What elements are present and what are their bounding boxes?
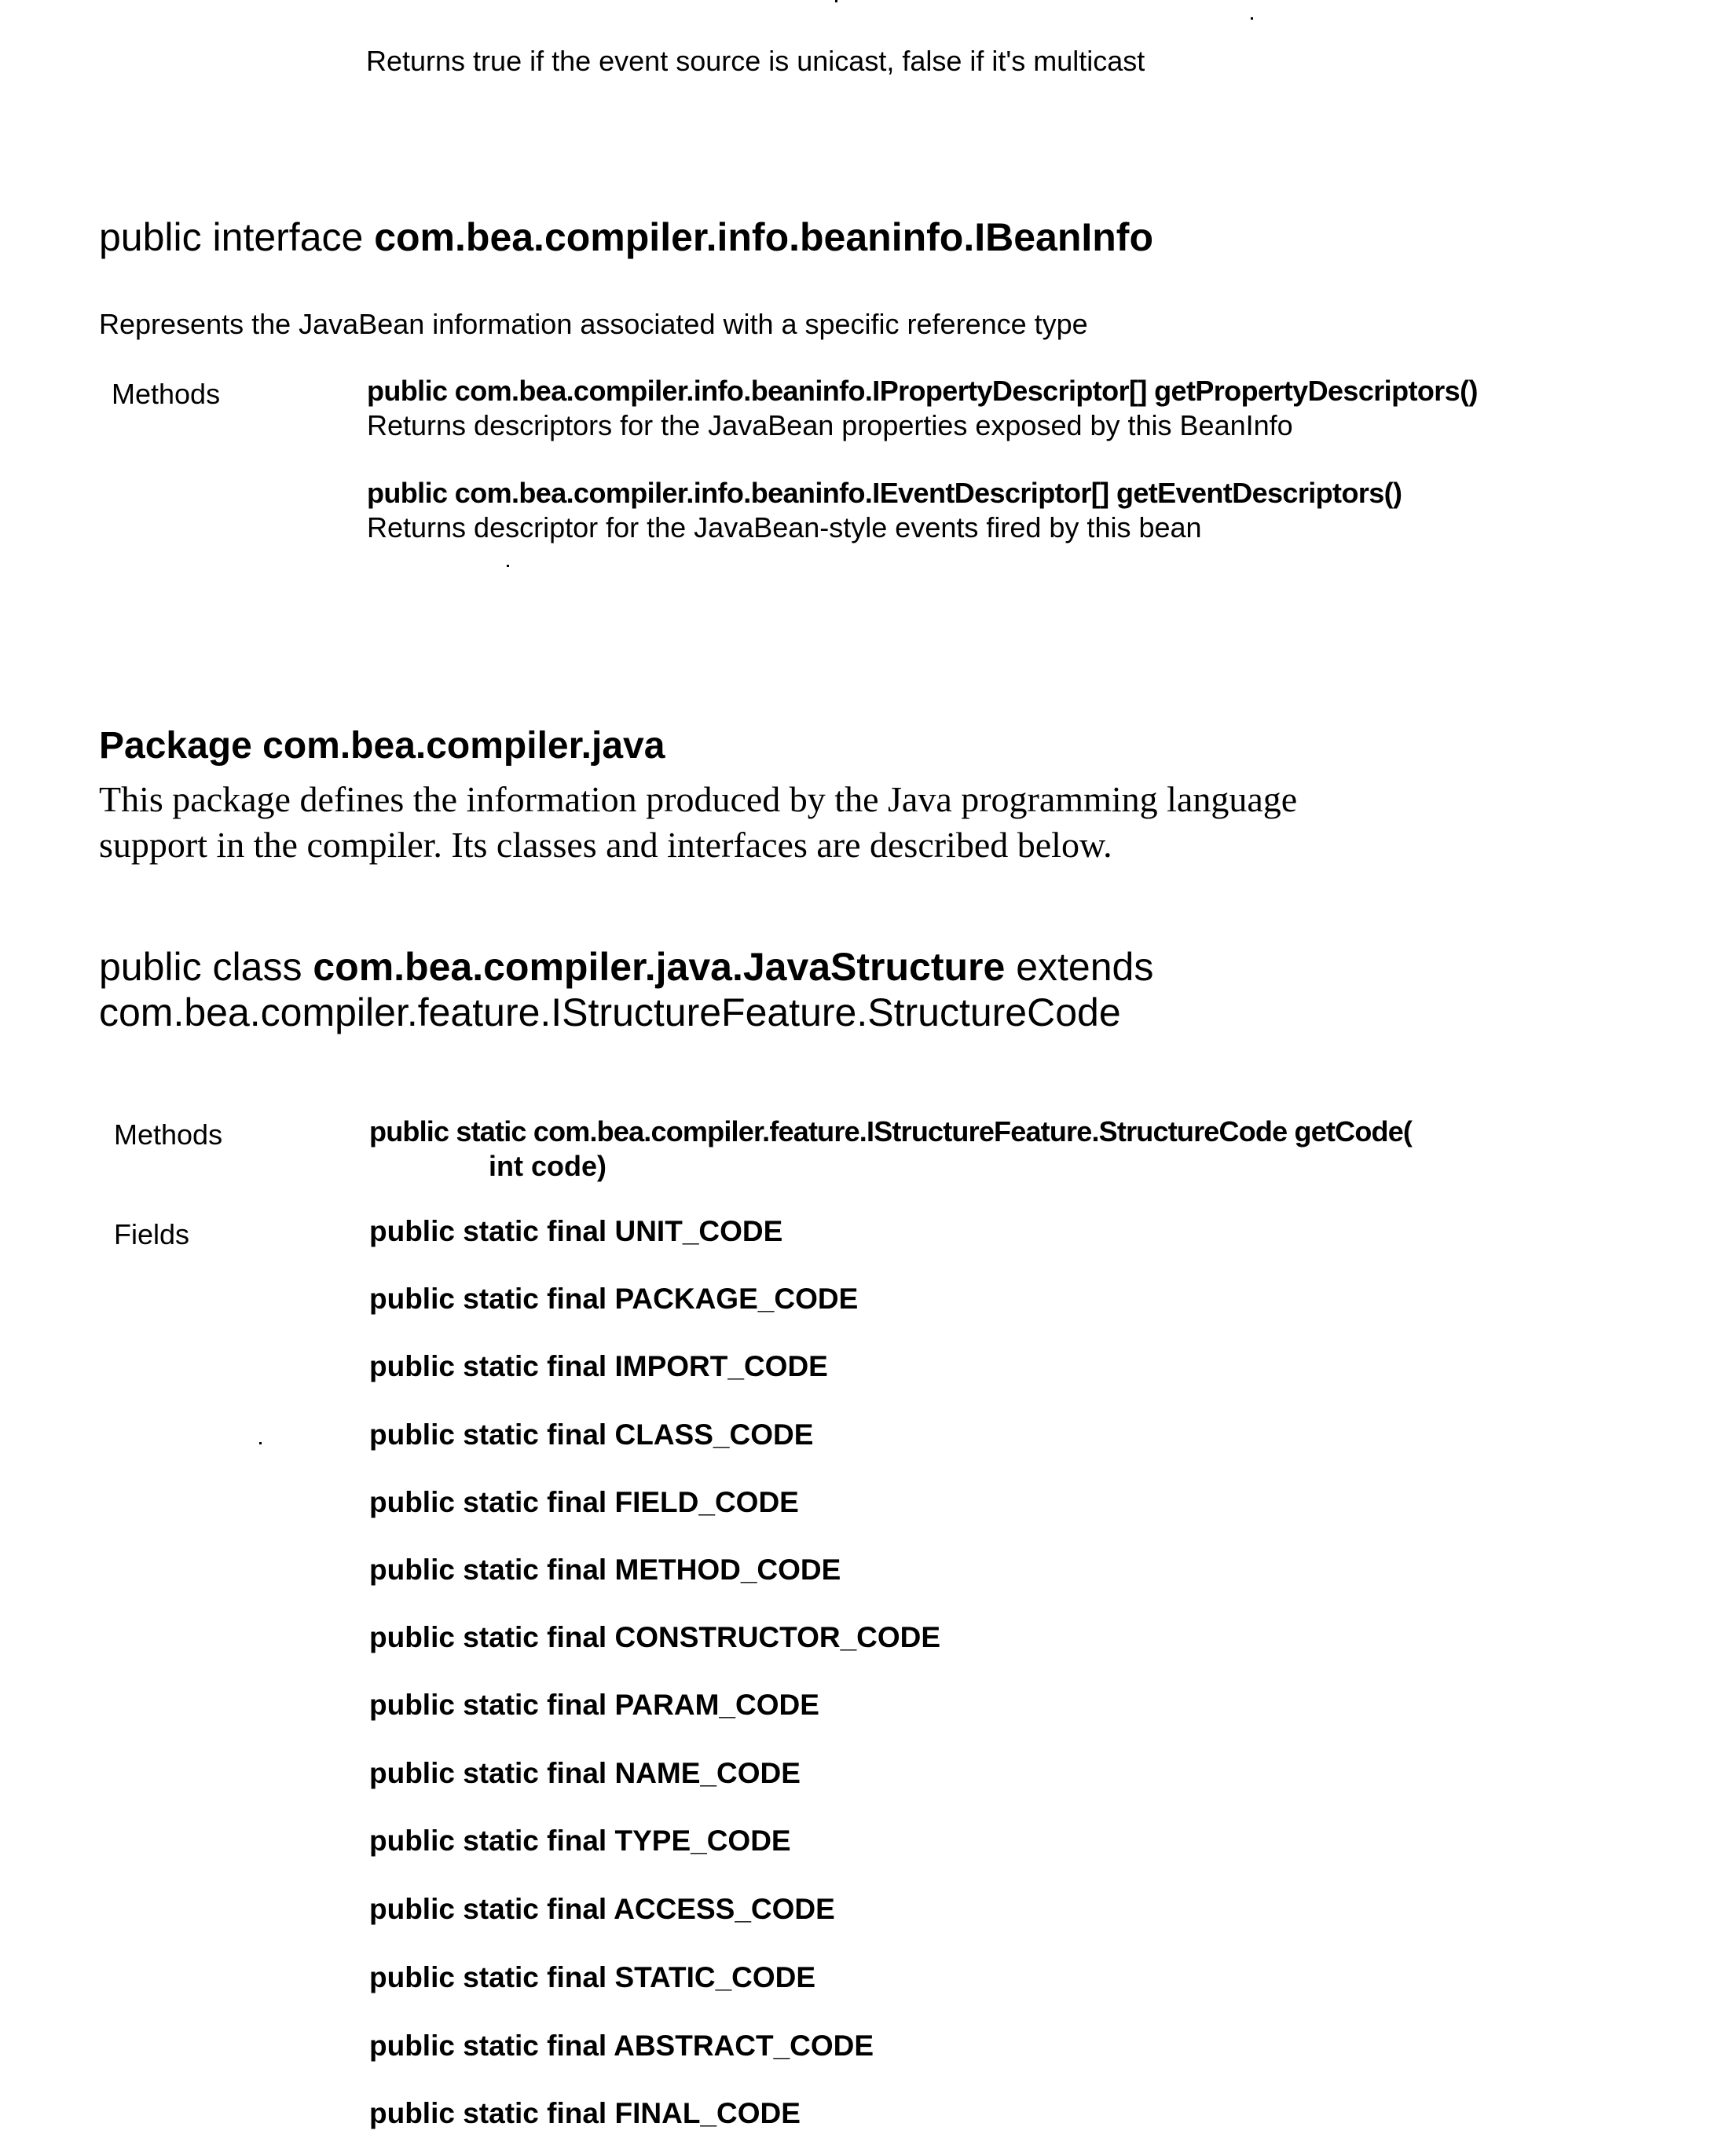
field-entry: public static final FIELD_CODE	[369, 1486, 799, 1518]
method-description: Returns descriptors for the JavaBean properties exposed by this BeanInfo	[367, 409, 1293, 441]
field-entry: public static final FINAL_CODE	[369, 2097, 801, 2129]
interface-title-prefix: public interface	[99, 215, 375, 259]
method-description: Returns descriptor for the JavaBean-style events fired by this bean	[367, 511, 1202, 544]
class-title	[99, 944, 1153, 990]
method-signature-continuation: int code)	[489, 1150, 606, 1182]
method-signature: public static com.bea.compiler.feature.IStructureFeature.StructureCode getCode(	[369, 1115, 1413, 1148]
interface-description: Represents the JavaBean information associated with a specific reference type	[99, 308, 1088, 340]
field-entry: public static final CLASS_CODE	[369, 1418, 814, 1451]
methods-label: Methods	[114, 1118, 223, 1151]
field-entry: public static final ABSTRACT_CODE	[369, 2030, 874, 2062]
field-entry: public static final ACCESS_CODE	[369, 1893, 835, 1925]
fields-label: Fields	[114, 1218, 190, 1250]
scan-speck	[1251, 17, 1253, 20]
interface-title	[99, 214, 1153, 261]
scan-speck	[507, 565, 509, 567]
methods-label: Methods	[112, 378, 221, 410]
class-title-name: com.bea.compiler.java.JavaStructure	[313, 945, 1006, 989]
field-entry: public static final PACKAGE_CODE	[369, 1283, 859, 1315]
field-entry: public static final PARAM_CODE	[369, 1689, 819, 1721]
class-title-prefix: public class	[99, 945, 313, 989]
class-title-suffix: extends	[1005, 945, 1154, 989]
method-signature: public com.bea.compiler.info.beaninfo.IEventDescriptor[] getEventDescriptors()	[367, 477, 1402, 509]
interface-title-name: com.bea.compiler.info.beaninfo.IBeanInfo	[374, 215, 1153, 259]
class-superclass: com.bea.compiler.feature.IStructureFeature.StructureCode	[99, 990, 1121, 1034]
field-entry: public static final TYPE_CODE	[369, 1825, 791, 1857]
package-description-line: This package defines the information produced by the Java programming language	[99, 779, 1298, 819]
field-entry: public static final IMPORT_CODE	[369, 1350, 828, 1382]
field-entry: public static final METHOD_CODE	[369, 1554, 841, 1586]
field-entry: public static final UNIT_CODE	[369, 1215, 783, 1247]
package-description-line: support in the compiler. Its classes and interfaces are described below.	[99, 825, 1112, 865]
field-entry: public static final CONSTRUCTOR_CODE	[369, 1621, 941, 1653]
scan-speck	[259, 1442, 262, 1444]
scan-speck	[835, 0, 837, 2]
package-title: Package com.bea.compiler.java	[99, 725, 665, 767]
previous-method-description: Returns true if the event source is unicast, false if it's multicast	[366, 45, 1145, 77]
field-entry: public static final NAME_CODE	[369, 1757, 801, 1789]
method-signature: public com.bea.compiler.info.beaninfo.IPropertyDescriptor[] getPropertyDescriptors()	[367, 375, 1478, 407]
field-entry: public static final STATIC_CODE	[369, 1961, 816, 1993]
